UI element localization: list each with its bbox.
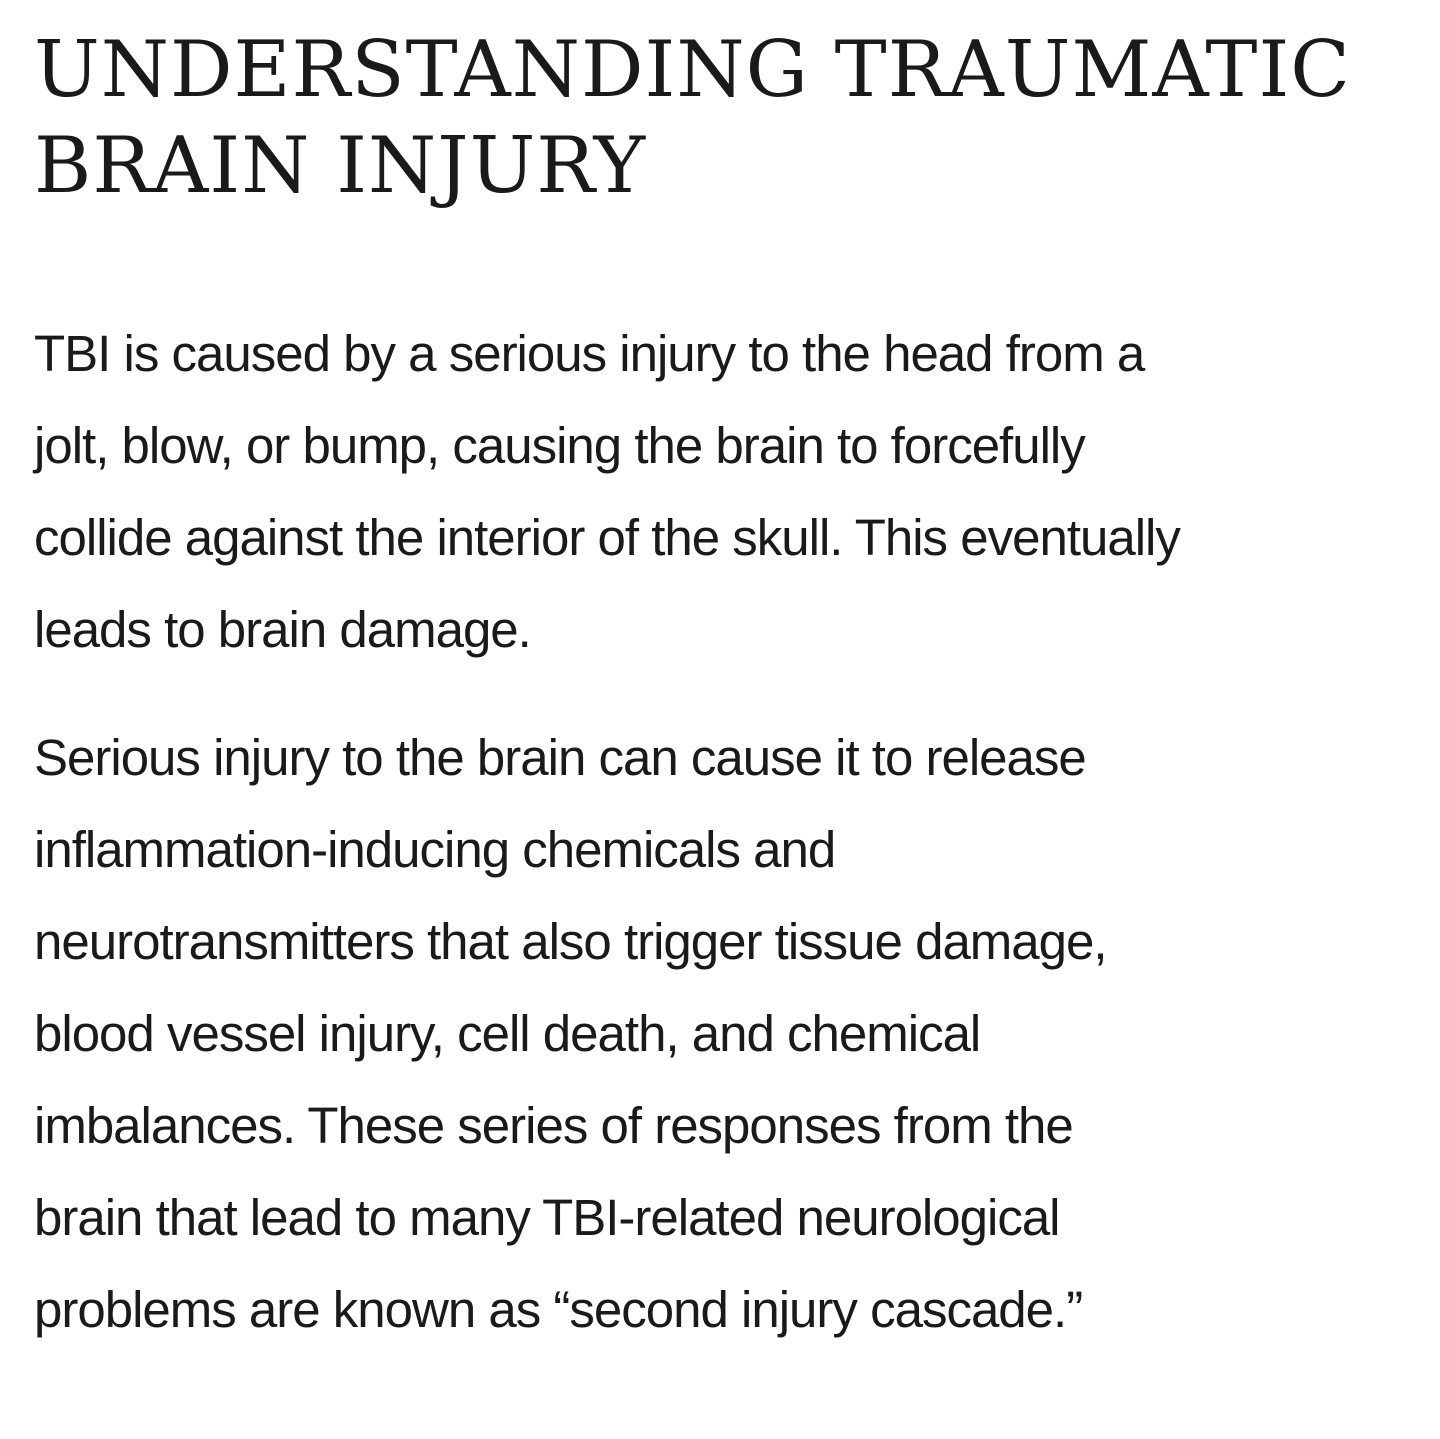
paragraph-tbi-cause [34,308,1414,676]
title-line: UNDERSTANDING TRAUMATIC [34,25,1351,115]
title-line: BRAIN INJURY [34,121,647,211]
paragraph-line: imbalances. These series of responses from the [34,1097,1073,1154]
page-title [34,22,1414,214]
paragraph-line: problems are known as “second injury cascade.” [34,1281,1083,1338]
paragraph-line: inflammation-inducing chemicals and [34,821,836,878]
paragraph-second-injury-cascade [34,712,1414,1356]
paragraph-line: brain that lead to many TBI-related neurological [34,1189,1060,1246]
paragraph-line: leads to brain damage. [34,601,531,658]
paragraph-line: TBI is caused by a serious injury to the head from a [34,325,1145,382]
paragraph-line: blood vessel injury, cell death, and chemical [34,1005,981,1062]
paragraph-line: Serious injury to the brain can cause it to release [34,729,1086,786]
paragraph-line: jolt, blow, or bump, causing the brain to forcefully [34,417,1085,474]
article [34,22,1414,1356]
paragraph-line: neurotransmitters that also trigger tissue damage, [34,913,1107,970]
paragraph-line: collide against the interior of the skull. This eventually [34,509,1180,566]
